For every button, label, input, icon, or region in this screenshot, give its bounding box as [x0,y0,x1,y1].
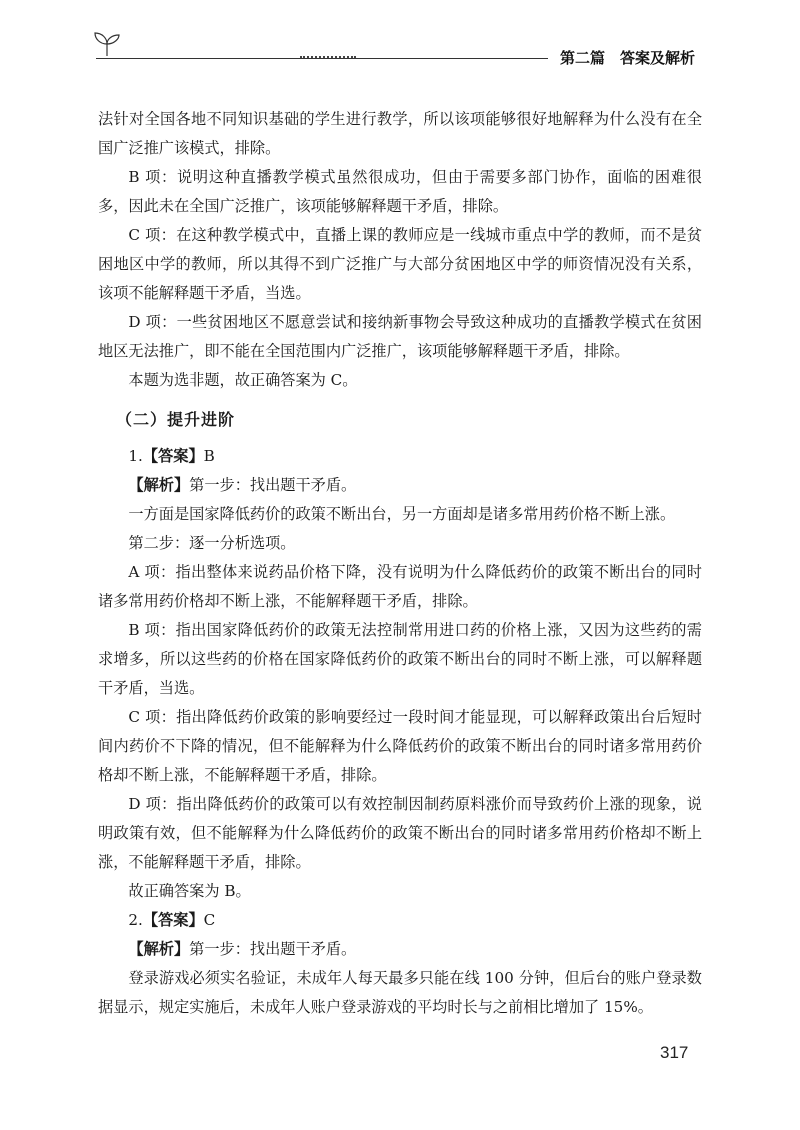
q2-answer: C [203,911,216,929]
q1-option-c: C 项：指出降低药价政策的影响要经过一段时间才能显现，可以解释政策出台后短时间内药价不下降的情况，但不能解释为什么降低药价的政策不断出台的同时诸多常用药价格却不断上涨，不能解释题干矛盾，排除。 [98,708,702,784]
q1-contradiction: 一方面是国家降低药价的政策不断出台，另一方面却是诸多常用药价格不断上涨。 [128,505,676,523]
header-title: 第二篇 答案及解析 [560,49,696,67]
q2-step1: 第一步：找出题干矛盾。 [189,940,357,958]
conclusion-paragraph: 本题为选非题，故正确答案为 C。 [128,371,358,389]
q1-analysis-line [98,471,702,500]
page-number: 317 [660,1043,689,1062]
section-heading: （二）提升进阶 [116,410,236,429]
page-content [98,105,702,1022]
sprout-icon [92,30,122,58]
q2-analysis-line [98,935,702,964]
paragraph: 法针对全国各地不同知识基础的学生进行教学，所以该项能够很好地解释为什么没有在全国广泛推广该模式，排除。 [98,110,702,157]
q1-answer-line [98,442,702,471]
q1-conclusion: 故正确答案为 B。 [128,882,251,900]
q1-option-d: D 项：指出降低药价的政策可以有效控制因制药原料涨价而导致药价上涨的现象，说明政策有效，但不能解释为什么降低药价的政策不断出台的同时诸多常用药价格却不断上涨，不能解释题干矛盾，排除。 [98,795,702,871]
header-rule-dots [300,56,356,58]
q1-number: 1. [128,447,143,465]
q1-answer: B [203,447,215,465]
header-rule [96,58,548,59]
q1-step1: 第一步：找出题干矛盾。 [189,476,357,494]
q1-answer-label: 【答案】 [142,447,204,465]
q1-step2: 第二步：逐一分析选项。 [128,534,296,552]
option-b-paragraph: B 项：说明这种直播教学模式虽然很成功，但由于需要多部门协作，面临的困难很多，因此未在全国广泛推广，该项能够解释题干矛盾，排除。 [98,168,702,215]
q1-analysis-label: 【解析】 [128,476,190,494]
q2-number: 2. [128,911,143,929]
q2-answer-label: 【答案】 [142,911,204,929]
q2-answer-line [98,906,702,935]
q2-contradiction: 登录游戏必须实名验证，未成年人每天最多只能在线 100 分钟，但后台的账户登录数据显示，规定实施后，未成年人账户登录游戏的平均时长与之前相比增加了 15%。 [98,969,702,1016]
q2-analysis-label: 【解析】 [128,940,190,958]
q1-option-a: A 项：指出整体来说药品价格下降，没有说明为什么降低药价的政策不断出台的同时诸多常用药价格却不断上涨，不能解释题干矛盾，排除。 [98,563,702,610]
option-d-paragraph: D 项：一些贫困地区不愿意尝试和接纳新事物会导致这种成功的直播教学模式在贫困地区无法推广，即不能在全国范围内广泛推广，该项能够解释题干矛盾，排除。 [98,313,702,360]
q1-option-b: B 项：指出国家降低药价的政策无法控制常用进口药的价格上涨，又因为这些药的需求增多，所以这些药的价格在国家降低药价的政策不断出台的同时不断上涨，可以解释题干矛盾，当选。 [98,621,702,697]
option-c-paragraph: C 项：在这种教学模式中，直播上课的教师应是一线城市重点中学的教师，而不是贫困地区中学的教师，所以其得不到广泛推广与大部分贫困地区中学的师资情况没有关系，该项不能解释题干矛盾，当选。 [98,226,702,302]
